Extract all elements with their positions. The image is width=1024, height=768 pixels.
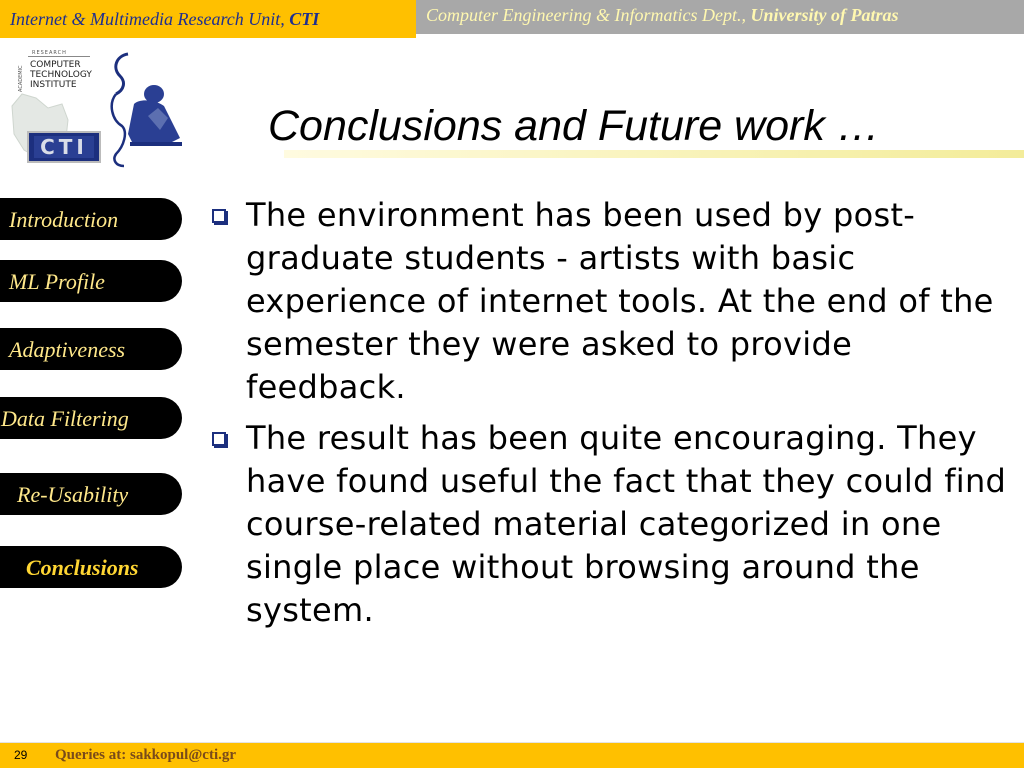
header-left-text: Internet & Multimedia Research Unit,	[10, 9, 290, 29]
header-right-text: Computer Engineering & Informatics Dept.,	[426, 5, 751, 25]
checkbox-bullet-icon	[212, 432, 226, 446]
footer-right-bar	[278, 743, 1024, 768]
nav-item-data-filtering[interactable]	[0, 397, 182, 439]
logo-side-text: ACADEMIC	[18, 65, 24, 92]
nav-item-label: Conclusions	[26, 555, 139, 580]
nav-item-ml-profile[interactable]	[0, 260, 182, 302]
logo-line2: TECHNOLOGY	[30, 70, 92, 80]
bullet-text: The result has been quite encouraging. They have found useful the fact that they could find course-related material categorized in one single place without browsing around the system.	[246, 419, 1007, 629]
nav-item-label: Introduction	[9, 207, 119, 232]
bullet-item	[208, 194, 1008, 409]
page-number: 29	[14, 748, 28, 762]
logo-line3: INSTITUTE	[30, 80, 77, 90]
title-underline	[284, 150, 1024, 158]
logo-acronym: CTI	[40, 135, 88, 159]
nav-item-conclusions[interactable]	[0, 546, 182, 588]
header-left-bold: CTI	[289, 9, 320, 29]
slide-content	[208, 194, 1008, 640]
nav-item-label: Data Filtering	[1, 406, 129, 431]
slide-title: Conclusions and Future work …	[268, 102, 880, 150]
cti-logo	[8, 46, 188, 171]
queries-contact[interactable]: Queries at: sakkopul@cti.gr	[55, 747, 237, 763]
nav-item-label: ML Profile	[9, 269, 105, 294]
checkbox-bullet-icon	[212, 209, 226, 223]
nav-item-adaptiveness[interactable]	[0, 328, 182, 370]
nav-item-introduction[interactable]	[0, 198, 182, 240]
logo-line1: COMPUTER	[30, 60, 81, 70]
logo-small-text: RESEARCH	[32, 50, 67, 56]
bullet-text: The environment has been used by post-graduate students - artists with basic experience of internet tools. At the end of the semester they were asked to provide feedback.	[246, 196, 994, 406]
nav-item-label: Adaptiveness	[9, 337, 126, 362]
bullet-item	[208, 417, 1008, 632]
nav-item-re-usability[interactable]	[0, 473, 182, 515]
header-right-banner	[416, 0, 1024, 34]
nav-item-label: Re-Usability	[17, 482, 129, 507]
header-left-banner	[0, 0, 416, 38]
header-right-bold: University of Patras	[750, 5, 899, 25]
